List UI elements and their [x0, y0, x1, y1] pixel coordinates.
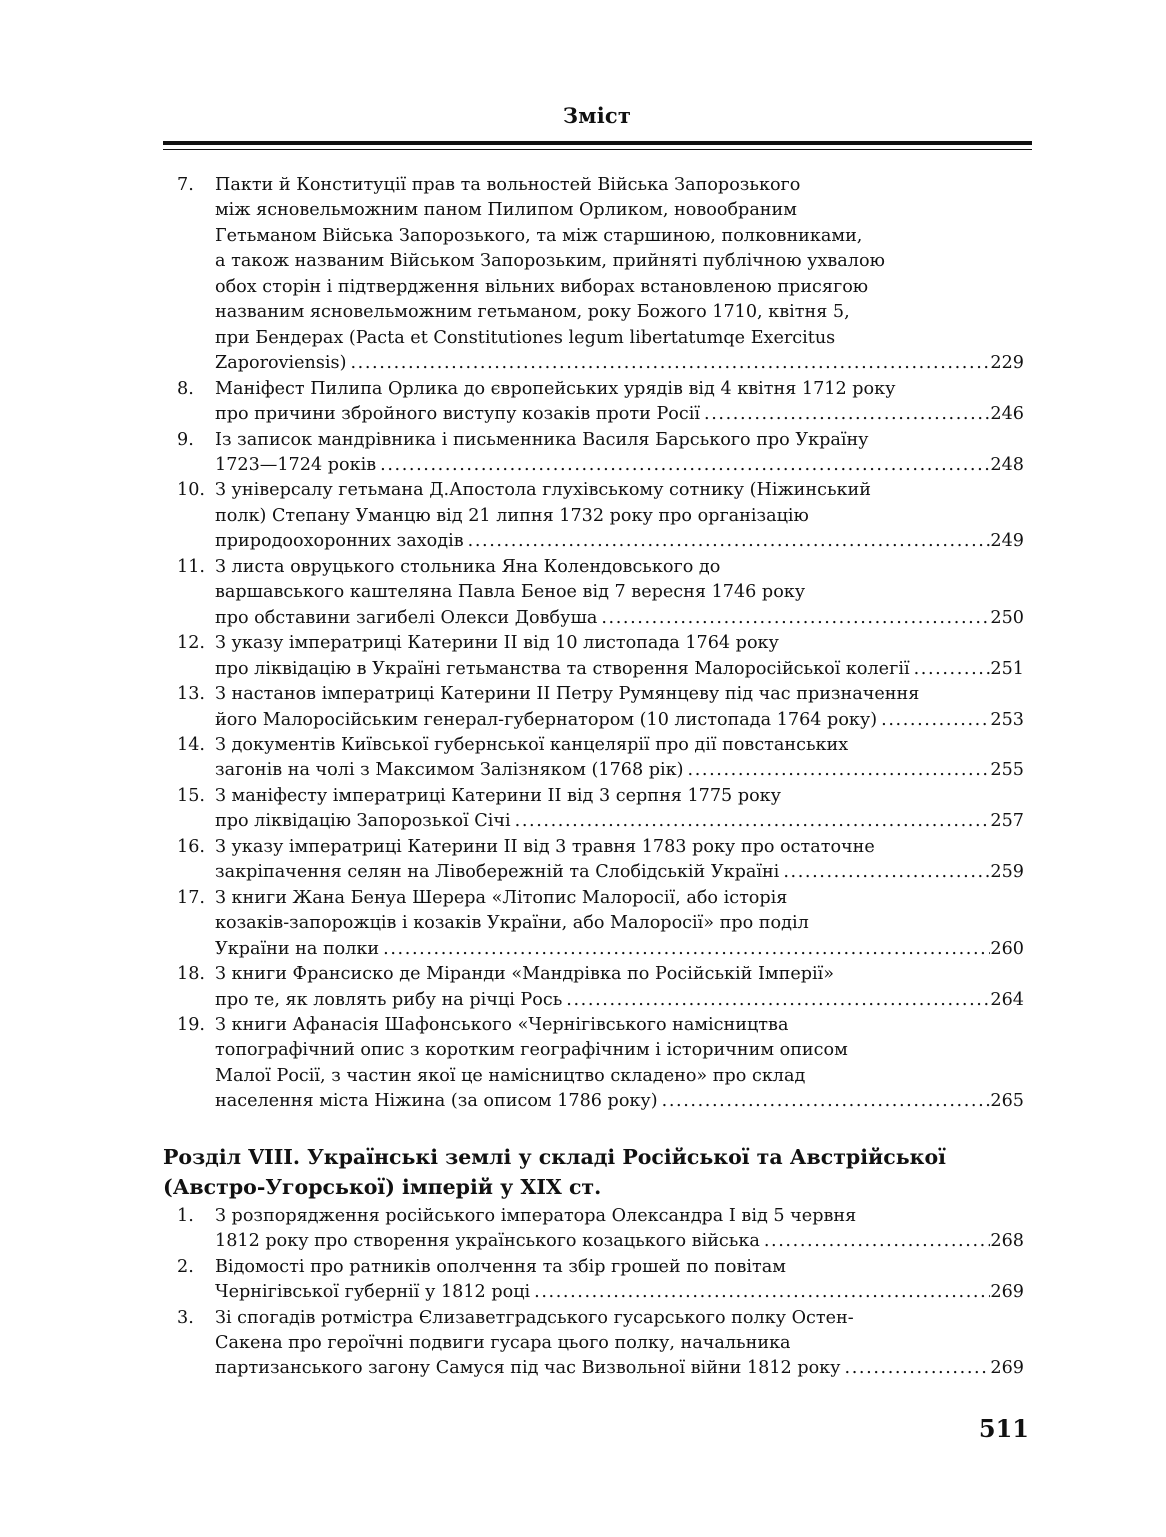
entry-last-line — [215, 988, 1024, 1013]
table-of-contents — [0, 173, 1166, 1382]
toc-entry — [177, 1204, 1024, 1255]
page-title: Зміст — [562, 103, 632, 128]
entry-page-number: 249 — [990, 531, 1024, 552]
entry-number: 7. — [177, 175, 194, 195]
entry-number: 3. — [177, 1307, 194, 1328]
dot-leader — [376, 453, 990, 478]
dot-leader — [346, 351, 990, 376]
entry-text-line: загонів на чолі з Максимом Залізняком (1768 рік) — [215, 760, 684, 781]
entry-last-line — [215, 1089, 1024, 1114]
entry-text-line: З настанов імператриці Катерини II Петру Румянцеву під час призначення — [215, 684, 920, 705]
entry-text-line: населення міста Ніжина (за описом 1786 року) — [215, 1091, 658, 1112]
entry-text-line: З книги Афанасія Шафонського «Чернігівського намісництва — [215, 1014, 789, 1035]
header-rule-thick — [163, 141, 1032, 145]
toc-entry — [177, 1013, 1024, 1115]
entry-text-line: при Бендерах (Pacta et Constitutiones legum libertatumqe Exercitus — [215, 327, 836, 348]
entry-text-line: З документів Київської губернської канцелярії про дії повстанських — [215, 734, 849, 755]
entry-page-number: 251 — [990, 658, 1024, 679]
entry-text-line: про ліквідацію Запорозької Січі — [215, 811, 511, 832]
entry-text-line: Зі спогадів ротмістра Єлизаветградського гусарського полку Остен- — [215, 1307, 854, 1328]
entry-text-line: України на полки — [215, 938, 380, 959]
entry-page-number: 255 — [990, 760, 1024, 781]
dot-leader — [562, 988, 990, 1013]
entry-page-number: 257 — [990, 811, 1024, 832]
dot-leader — [684, 758, 991, 783]
section-heading-line: (Австро-Угорської) імперій у XIX ст. — [163, 1174, 602, 1199]
entry-number: 11. — [177, 556, 205, 577]
entry-page-number: 269 — [990, 1358, 1024, 1379]
toc-entry — [177, 478, 1024, 554]
entry-text-line: партизанського загону Самуся під час Визвольної війни 1812 року — [215, 1358, 841, 1379]
entry-text-line: топографічний опис з коротким географічним і історичним описом — [215, 1040, 848, 1061]
entry-last-line — [215, 529, 1024, 554]
entry-text-line: З указу імператриці Катерини II від 10 листопада 1764 року — [215, 633, 779, 654]
entry-text-line: Пакти й Конституції прав та вольностей Війська Запорозького — [215, 175, 801, 195]
toc-entry — [177, 555, 1024, 631]
section-8-heading — [163, 1142, 1023, 1202]
toc-entry — [177, 377, 1024, 428]
entry-last-line — [215, 453, 1024, 478]
entry-number: 15. — [177, 785, 205, 806]
dot-leader — [760, 1229, 991, 1254]
dot-leader — [511, 809, 991, 834]
entry-number: 19. — [177, 1014, 205, 1035]
toc-entry — [177, 962, 1024, 1013]
entry-number: 18. — [177, 964, 205, 985]
dot-leader — [779, 860, 990, 885]
toc-entry — [177, 173, 1024, 377]
entry-page-number: 264 — [990, 989, 1024, 1010]
entry-text-line: полк) Степану Уманцю від 21 липня 1732 року про організацію — [215, 505, 809, 526]
entry-number: 9. — [177, 429, 194, 450]
entry-text-line: Сакена про героїчні подвиги гусара цього полку, начальника — [215, 1333, 791, 1354]
header-rule-thin — [163, 149, 1032, 150]
toc-entry — [177, 1255, 1024, 1306]
entry-text-line: його Малоросійським генерал-губернатором (10 листопада 1764 року) — [215, 709, 878, 730]
toc-entry — [177, 682, 1024, 733]
entry-page-number: 250 — [990, 607, 1024, 628]
entry-text-line: козаків-запорожців і козаків України, або Малоросії» про поділ — [215, 913, 809, 934]
entry-page-number: 260 — [990, 938, 1024, 959]
entry-page-number: 259 — [990, 862, 1024, 883]
dot-leader — [877, 708, 990, 733]
entry-page-number: 269 — [990, 1282, 1024, 1303]
entry-text-line: Маніфест Пилипа Орлика до європейських урядів від 4 квітня 1712 року — [215, 378, 896, 399]
dot-leader — [700, 402, 990, 427]
entry-text-line: варшавського каштеляна Павла Беное від 7 вересня 1746 року — [215, 582, 806, 603]
entry-number: 16. — [177, 836, 205, 857]
dot-leader — [530, 1280, 990, 1305]
dot-leader — [597, 606, 990, 631]
entry-text-line: З розпорядження російського імператора Олександра I від 5 червня — [215, 1205, 857, 1226]
entry-text-line: Чернігівської губернії у 1812 році — [215, 1282, 531, 1303]
entry-text-line: між ясновельможним паном Пилипом Орликом, новообраним — [215, 200, 797, 221]
entry-number: 14. — [177, 734, 205, 755]
entry-text-line: про те, як ловлять рибу на річці Рось — [215, 989, 563, 1010]
entry-last-line — [215, 402, 1024, 427]
entry-text-line: З книги Франсиско де Міранди «Мандрівка по Російській Імперії» — [215, 964, 835, 985]
entry-text-line: З листа овруцького стольника Яна Колендовського до — [215, 556, 721, 577]
entry-text-line: Із записок мандрівника і письменника Василя Барського про Україну — [215, 429, 869, 450]
toc-entry — [177, 784, 1024, 835]
dot-leader — [910, 657, 991, 682]
toc-entry — [177, 428, 1024, 479]
entry-number: 2. — [177, 1256, 194, 1277]
entry-last-line — [215, 1356, 1024, 1381]
dot-leader — [841, 1356, 991, 1381]
entry-text-line: обох сторін і підтвердження вільних виборах встановленою присягою — [215, 276, 869, 297]
page-number: 511 — [978, 1414, 1029, 1443]
entry-text-line: про ліквідацію в Україні гетьманства та створення Малоросійської колегії — [215, 658, 910, 679]
entry-last-line — [215, 860, 1024, 885]
entry-text-line: 1812 року про створення українського козацького війська — [215, 1231, 760, 1252]
section-7-entries — [0, 173, 1166, 1115]
toc-entry — [177, 733, 1024, 784]
section-heading-line: Розділ VIII. Українські землі у складі Російської та Австрійської — [163, 1144, 946, 1169]
entry-text-line: З універсалу гетьмана Д.Апостола глухівському сотнику (Ніжинський — [215, 480, 871, 501]
entry-text-line: названим ясновельможним гетьманом, року Божого 1710, квітня 5, — [215, 302, 850, 323]
entry-last-line — [215, 606, 1024, 631]
entry-number: 13. — [177, 684, 205, 705]
entry-text-line: закріпачення селян на Лівобережній та Слобідській Україні — [215, 862, 780, 883]
toc-entry — [177, 1306, 1024, 1382]
dot-leader — [464, 529, 991, 554]
entry-number: 1. — [177, 1205, 194, 1226]
entry-text-line: З маніфесту імператриці Катерини II від 3 серпня 1775 року — [215, 785, 782, 806]
entry-text-line: а також названим Військом Запорозьким, прийняті публічною ухвалою — [215, 251, 885, 272]
entry-text-line: 1723—1724 років — [215, 454, 377, 475]
entry-page-number: 265 — [990, 1091, 1024, 1112]
entry-text-line: про обставини загибелі Олекси Довбуша — [215, 607, 598, 628]
entry-page-number: 268 — [990, 1231, 1024, 1252]
entry-page-number: 253 — [990, 709, 1024, 730]
entry-last-line — [215, 657, 1024, 682]
entry-last-line — [215, 937, 1024, 962]
entry-page-number: 229 — [990, 353, 1024, 374]
entry-text-line: З указу імператриці Катерини II від 3 травня 1783 року про остаточне — [215, 836, 875, 857]
entry-text-line: природоохоронних заходів — [215, 531, 464, 552]
entry-last-line — [215, 1229, 1024, 1254]
entry-number: 10. — [177, 480, 205, 501]
section-8-entries — [0, 1204, 1166, 1382]
entry-last-line — [215, 351, 1024, 376]
entry-text-line: Малої Росії, з частин якої це намісництво складено» про склад — [215, 1065, 806, 1086]
entry-text-line: про причини збройного виступу козаків проти Росії — [215, 404, 700, 425]
entry-last-line — [215, 708, 1024, 733]
entry-number: 17. — [177, 887, 205, 908]
dot-leader — [658, 1089, 991, 1114]
entry-last-line — [215, 1280, 1024, 1305]
toc-entry — [177, 886, 1024, 962]
entry-text-line: З книги Жана Бенуа Шерера «Літопис Малоросії, або історія — [215, 887, 788, 908]
entry-last-line — [215, 809, 1024, 834]
entry-number: 8. — [177, 378, 194, 399]
entry-text-line: Zaporoviensis) — [215, 353, 347, 374]
entry-text-line: Гетьманом Війська Запорозького, та між старшиною, полковниками, — [215, 225, 863, 246]
entry-last-line — [215, 758, 1024, 783]
entry-text-line: Відомості про ратників ополчення та збір грошей по повітам — [215, 1256, 786, 1277]
toc-entry — [177, 835, 1024, 886]
toc-entry — [177, 631, 1024, 682]
entry-page-number: 246 — [990, 404, 1024, 425]
dot-leader — [379, 937, 990, 962]
entry-page-number: 248 — [990, 454, 1024, 475]
entry-number: 12. — [177, 633, 205, 654]
